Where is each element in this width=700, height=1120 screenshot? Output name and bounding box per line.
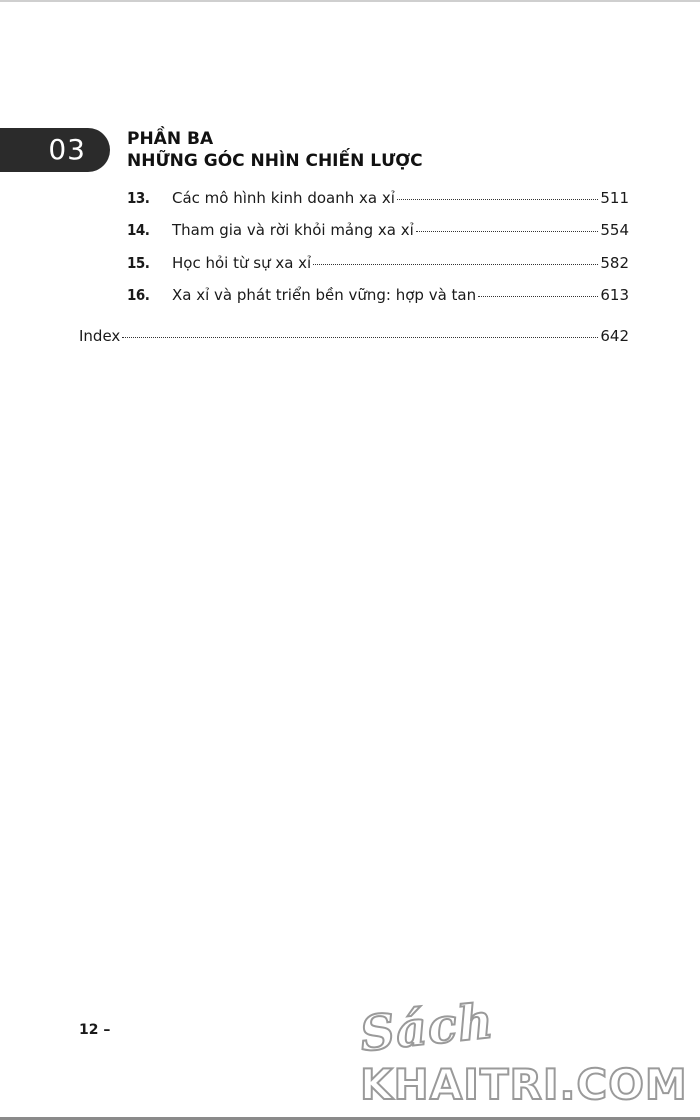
toc-entry-number: 13. [127,189,150,207]
toc-entry-number: 14. [127,221,150,239]
toc-entry[interactable] [127,286,629,308]
toc-entry[interactable] [127,254,629,276]
toc-index-title: Index [79,327,121,345]
toc-entry-title: Tham gia và rời khỏi mảng xa xỉ [172,221,414,239]
toc-index-page: 642 [600,327,629,345]
toc-entry-page: 613 [600,286,629,304]
toc-entry[interactable] [127,221,629,243]
watermark-script: Sách [357,993,497,1063]
toc-entry-number: 16. [127,286,150,304]
toc-entry-title: Học hỏi từ sự xa xỉ [172,254,312,272]
toc-entry-page: 554 [600,221,629,239]
part-label: PHẦN BA [127,129,214,149]
page-number: 12 – [79,1022,111,1038]
watermark-brand: KHAITRI.COM [360,1060,688,1109]
toc-entry-title: Các mô hình kinh doanh xa xỉ [172,189,395,207]
toc-entry-page: 582 [600,254,629,272]
toc-entry-number: 15. [127,254,150,272]
top-border [0,0,700,2]
toc-dot-leader [313,263,598,265]
toc-index-entry[interactable] [79,327,629,349]
toc-entry[interactable] [127,189,629,211]
part-title: NHỮNG GÓC NHÌN CHIẾN LƯỢC [127,151,423,171]
toc-entry-page: 511 [600,189,629,207]
toc-dot-leader [397,198,598,200]
toc-dot-leader [122,336,598,338]
part-number-badge: 03 [0,128,110,172]
toc-entry-title: Xa xỉ và phát triển bền vững: hợp và tan [172,286,477,304]
toc-dot-leader [478,295,598,297]
toc-dot-leader [416,230,599,232]
